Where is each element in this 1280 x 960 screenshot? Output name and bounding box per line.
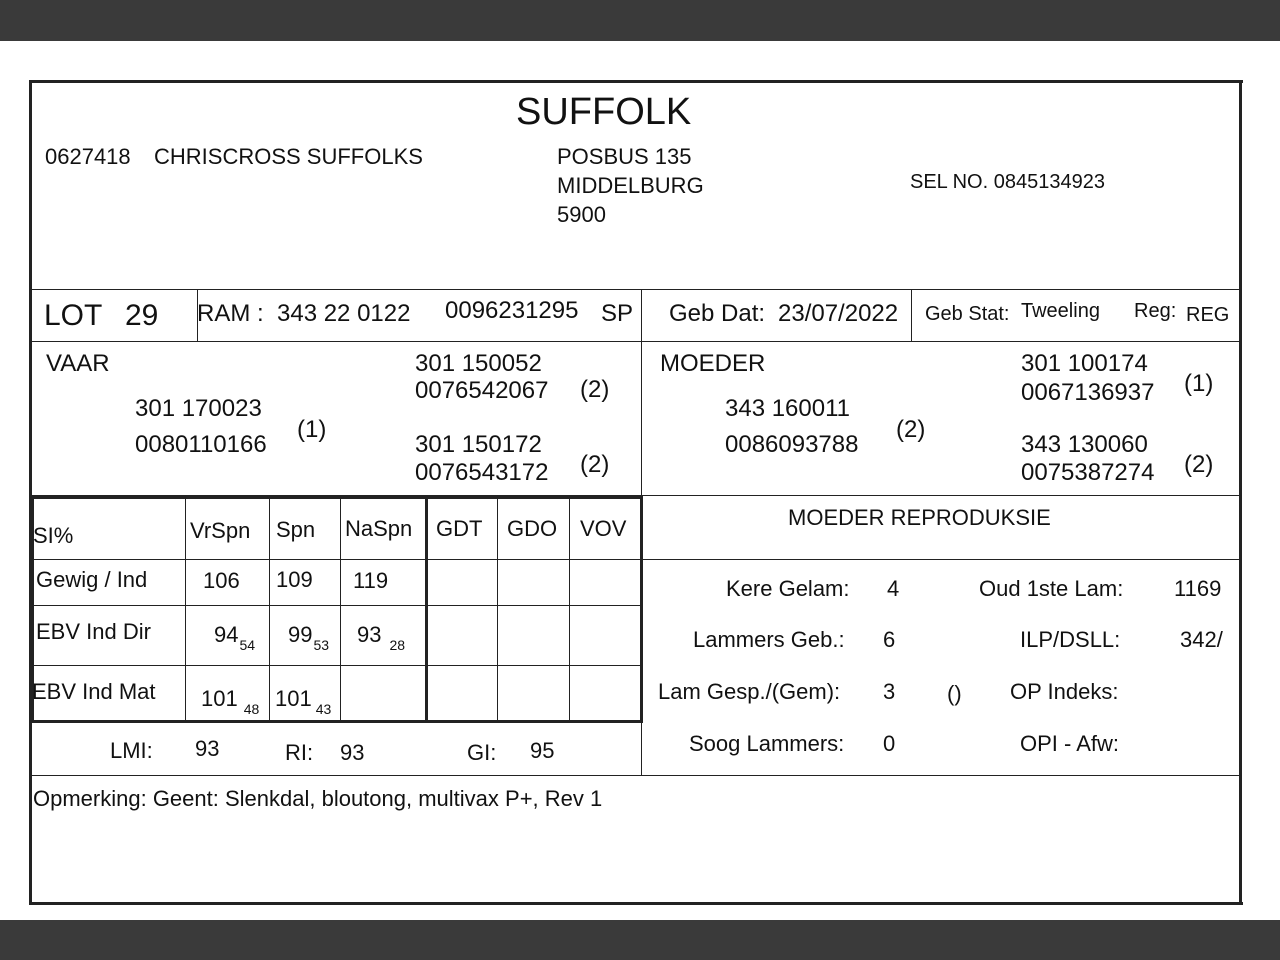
ebv-corner-label: SI% bbox=[33, 523, 74, 548]
sire-id: 301 170023 bbox=[135, 395, 262, 422]
sel-number: SEL NO. 0845134923 bbox=[910, 171, 1105, 193]
dam-sire-id: 301 100174 bbox=[1021, 350, 1148, 377]
sire-label: VAAR bbox=[46, 350, 110, 377]
gewig-naspn: 119 bbox=[353, 568, 389, 593]
gi-label: GI: bbox=[467, 740, 497, 765]
dam-reg: 0086093788 bbox=[725, 431, 859, 458]
reg-label: Reg: bbox=[1134, 300, 1177, 322]
dam-label: MOEDER bbox=[660, 350, 766, 377]
gewig-vrspn: 106 bbox=[203, 568, 240, 593]
dam-sire-mark: (1) bbox=[1184, 370, 1214, 397]
ri-label: RI: bbox=[285, 740, 314, 765]
birth-status: Tweeling bbox=[1021, 300, 1100, 322]
header-vrspn: VrSpn bbox=[190, 518, 251, 543]
gewig-spn: 109 bbox=[276, 567, 313, 592]
ebv-dir-vrspn: $94_{54}$ bbox=[214, 622, 256, 653]
header-spn: Spn bbox=[276, 517, 316, 542]
sire-reg: 0080110166 bbox=[135, 431, 267, 458]
birth-status-label: Geb Stat: bbox=[925, 303, 1010, 325]
ram-id: 343 22 0122 bbox=[277, 300, 411, 327]
ilp-dsll-value: 342/ bbox=[1180, 627, 1223, 652]
sire-sire-reg: 0076542067 bbox=[415, 377, 549, 404]
address-line-3: 5900 bbox=[557, 202, 606, 227]
lot-number: 29 bbox=[125, 299, 159, 332]
remarks: Opmerking: Geent: Slenkdal, bloutong, multivax P+, Rev 1 bbox=[33, 786, 603, 811]
top-letterbox-bar bbox=[0, 0, 1280, 41]
ebv-dir-vrspn-accuracy: 54 bbox=[239, 637, 256, 653]
sire-dam-mark: (2) bbox=[580, 451, 610, 478]
dam-dam-id: 343 130060 bbox=[1021, 431, 1148, 458]
sire-dam-reg: 0076543172 bbox=[415, 459, 549, 486]
lammers-geb-label: Lammers Geb.: bbox=[693, 627, 845, 652]
ebv-mat-spn-accuracy: 43 bbox=[315, 701, 332, 717]
address-line-1: POSBUS 135 bbox=[557, 144, 692, 169]
dam-reproduction-title: MOEDER REPRODUKSIE bbox=[788, 505, 1051, 530]
ram-reg-number: 0096231295 bbox=[445, 297, 579, 324]
bottom-letterbox-bar bbox=[0, 920, 1280, 960]
ebv-dir-naspn-accuracy: 28 bbox=[389, 637, 406, 653]
row-label-ebv-mat: EBV Ind Mat bbox=[32, 679, 156, 704]
header-vov: VOV bbox=[580, 516, 627, 541]
header-naspn: NaSpn bbox=[345, 516, 413, 541]
sire-mark: (1) bbox=[297, 416, 327, 443]
ebv-mat-spn: 101 $_{43}$ bbox=[275, 686, 332, 717]
ram-label: RAM : bbox=[197, 300, 264, 327]
lam-gesp-value: 3 bbox=[883, 679, 896, 704]
header-gdt: GDT bbox=[436, 516, 483, 541]
breed-title: SUFFOLK bbox=[516, 91, 692, 133]
sire-sire-id: 301 150052 bbox=[415, 350, 542, 377]
dam-dam-mark: (2) bbox=[1184, 451, 1214, 478]
dam-id: 343 160011 bbox=[725, 395, 851, 422]
address-line-2: MIDDELBURG bbox=[557, 173, 704, 198]
breeder-name: CHRISCROSS SUFFOLKS bbox=[154, 144, 423, 169]
dam-mark: (2) bbox=[896, 416, 926, 443]
op-indeks-label: OP Indeks: bbox=[1010, 679, 1119, 704]
ebv-dir-spn: $99_{53}$ bbox=[288, 622, 330, 653]
reg-value: REG bbox=[1186, 304, 1230, 326]
row-label-ebv-dir: EBV Ind Dir bbox=[36, 619, 151, 644]
oud-1ste-lam-value: 1169 bbox=[1174, 576, 1222, 601]
row-label-gewig: Gewig / Ind bbox=[36, 567, 148, 592]
ebv-dir-naspn: 93 $_{28}$ bbox=[357, 622, 406, 653]
birth-date: 23/07/2022 bbox=[778, 300, 899, 327]
header-gdo: GDO bbox=[507, 516, 558, 541]
dam-dam-reg: 0075387274 bbox=[1021, 459, 1155, 486]
sire-dam-id: 301 150172 bbox=[415, 431, 542, 458]
soog-lammers-label: Soog Lammers: bbox=[689, 731, 845, 756]
lammers-geb-value: 6 bbox=[883, 627, 896, 652]
oud-1ste-lam-label: Oud 1ste Lam: bbox=[979, 576, 1124, 601]
ram-code: SP bbox=[601, 300, 634, 327]
lmi-label: LMI: bbox=[110, 738, 153, 763]
birth-date-label: Geb Dat: bbox=[669, 300, 766, 327]
kere-gelam-label: Kere Gelam: bbox=[726, 576, 850, 601]
ebv-mat-vrspn-accuracy: 48 bbox=[243, 701, 260, 717]
opi-afw-label: OPI - Afw: bbox=[1020, 731, 1120, 756]
lam-gesp-average: () bbox=[947, 681, 962, 706]
lam-gesp-label: Lam Gesp./(Gem): bbox=[658, 679, 841, 704]
ebv-dir-spn-accuracy: 53 bbox=[313, 637, 330, 653]
soog-lammers-value: 0 bbox=[883, 731, 896, 756]
ilp-dsll-label: ILP/DSLL: bbox=[1020, 627, 1121, 652]
gi-value: 95 bbox=[530, 738, 555, 763]
kere-gelam-value: 4 bbox=[887, 576, 900, 601]
ri-value: 93 bbox=[340, 740, 365, 765]
ebv-mat-vrspn: 101 $_{48}$ bbox=[201, 686, 260, 717]
lot-label: LOT bbox=[44, 299, 103, 332]
dam-sire-reg: 0067136937 bbox=[1021, 379, 1155, 406]
lmi-value: 93 bbox=[195, 736, 220, 761]
sire-sire-mark: (2) bbox=[580, 376, 610, 403]
breeder-number: 0627418 bbox=[45, 144, 131, 169]
